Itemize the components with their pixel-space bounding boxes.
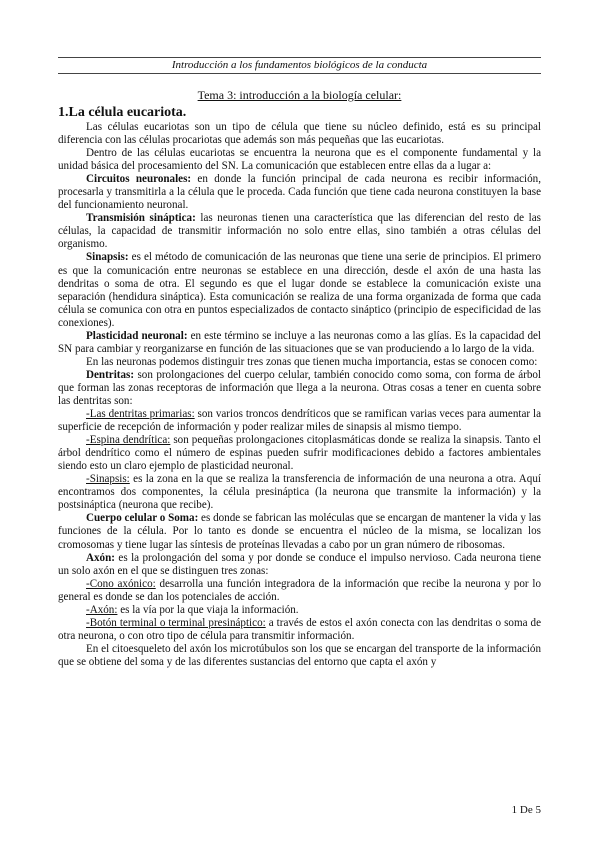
term-label: -Sinapsis: [86,473,130,486]
page-number: 1 De 5 [511,804,541,816]
document-body [58,88,541,669]
paragraph [58,617,541,643]
paragraph [58,251,541,329]
paragraph [58,473,541,512]
header-rule-top [58,57,541,58]
paragraph-text: es la vía por la que viaja la información. [117,603,299,616]
paragraph [58,212,541,251]
paragraph-text: es donde se fabrican las moléculas que se encargan de mantener la vida y las funciones de la célula. Por lo tanto es donde se encuentra el núcleo de la misma, se localizan los cromosomas y tiene lugar las síntesis de proteínas llevadas a cabo por un gran número de ribosomas. [58,512,541,551]
paragraph [58,552,541,578]
paragraph [58,434,541,473]
paragraph: En las neuronas podemos distinguir tres zonas que tienen mucha importancia, estas se conocen como: [86,355,538,368]
paragraph [58,330,541,356]
term-label: Circuitos neuronales: [86,173,192,186]
paragraph [58,369,541,408]
paragraph-text: son prolongaciones del cuerpo celular, también conocido como soma, con forma de árbol que forman las zonas receptoras de información que llega a la neurona. Otras cosas a tener en cuenta sobre las dentritas son: [58,368,541,407]
term-label: Axón: [86,551,115,564]
running-header: Introducción a los fundamentos biológicos de la conducta [171,59,428,71]
term-label: -Botón terminal o terminal presináptico: [86,616,266,629]
term-label: Plasticidad neuronal: [86,329,188,342]
section-title: 1.La célula eucariota. [58,105,187,120]
paragraph-text: es la prolongación del soma y por donde se conduce el impulso nervioso. Cada neurona tiene un solo axón en el que se distinguen tres zonas: [58,551,541,577]
term-label: Transmisión sináptica: [86,212,196,225]
term-label: -Axón: [86,603,118,616]
term-label: -Cono axónico: [86,577,156,590]
paragraph-text: a través de estos el axón conecta con las dendritas o soma de otra neurona, o con otro tipo de célula para transmitir información. [58,616,541,642]
header-rule-bottom [58,73,541,74]
paragraph: En el citoesqueleto del axón los microtúbulos son los que se encargan del transporte de la información que se obtiene del soma y de las diferentes sustancias del entorno que capta el axón y [58,642,541,668]
paragraph: Las células eucariotas son un tipo de célula que tiene su núcleo definido, está es su principal diferencia con las células procariotas que además son más pequeñas que las eucariotas. [58,121,541,147]
topic-title: Tema 3: introducción a la biología celular: [197,88,402,102]
term-label: Sinapsis: [86,251,129,264]
paragraph [58,512,541,551]
paragraph-text: las neuronas tienen una característica que las diferencian del resto de las células, la capacidad de transmitir información no solo entre ellas, sino también a otras células del organismo. [58,212,541,251]
paragraph [58,173,541,212]
paragraph [58,578,541,604]
paragraph: Dentro de las células eucariotas se encuentra la neurona que es el componente fundamental y la unidad básica del procesamiento del SN. La comunicación que establecen entre ellas da a lugar a: [58,147,541,173]
term-label: -Espina dendrítica: [86,434,171,447]
paragraph-text: es el método de comunicación de las neuronas que tiene una serie de principios. El primero es que la comunicación entre neuronas se establece en una dirección, desde el axón de una hasta las dendritas o soma de otra. El segundo es que el lugar donde se establece la comunicación existe una separación (hendidura sináptica). Esta comunicación se realiza de una forma organizada de forma que cada célula se comunica con otra en puntos especializados de contacto sináptico (principio de especificidad de las conexiones). [58,251,541,329]
paragraph-text: en este término se incluye a las neuronas como a las glías. Es la capacidad del SN para cambiar y reorganizarse en función de las situaciones que se van produciendo a lo largo de la vida. [58,329,541,355]
paragraph [58,408,541,434]
paragraph-text: en donde la función principal de cada neurona es recibir información, procesarla y transmitirla a la célula que le proceda. Cada función que tiene cada neurona constituyen la base del funcionamiento neuronal. [58,173,541,212]
paragraph-text: son pequeñas prolongaciones citoplasmáticas donde se realiza la sinapsis. Tanto el árbol dendrítico como el número de espinas pueden sufrir modificaciones debido a factores ambientales siendo esto un claro ejemplo de plasticidad neuronal. [58,434,541,473]
paragraph [58,604,541,617]
paragraph-text: son varios troncos dendríticos que se ramifican varias veces para aumentar la superficie de recepción de información y poder realizar miles de sinapsis al mismo tiempo. [58,408,541,434]
term-label: Cuerpo celular o Soma: [86,512,199,525]
term-label: -Las dentritas primarias: [86,408,195,421]
paragraph-text: desarrolla una función integradora de la información que recibe la neurona y por lo general es donde se dan los potenciales de acción. [58,577,541,603]
paragraph-text: es la zona en la que se realiza la transferencia de información de una neurona a otra. Aquí encontramos dos componentes, la célula presináptica (la neurona que transmite la información) y la postsináptica (neurona que recibe). [58,473,541,512]
term-label: Dentritas: [86,368,135,381]
